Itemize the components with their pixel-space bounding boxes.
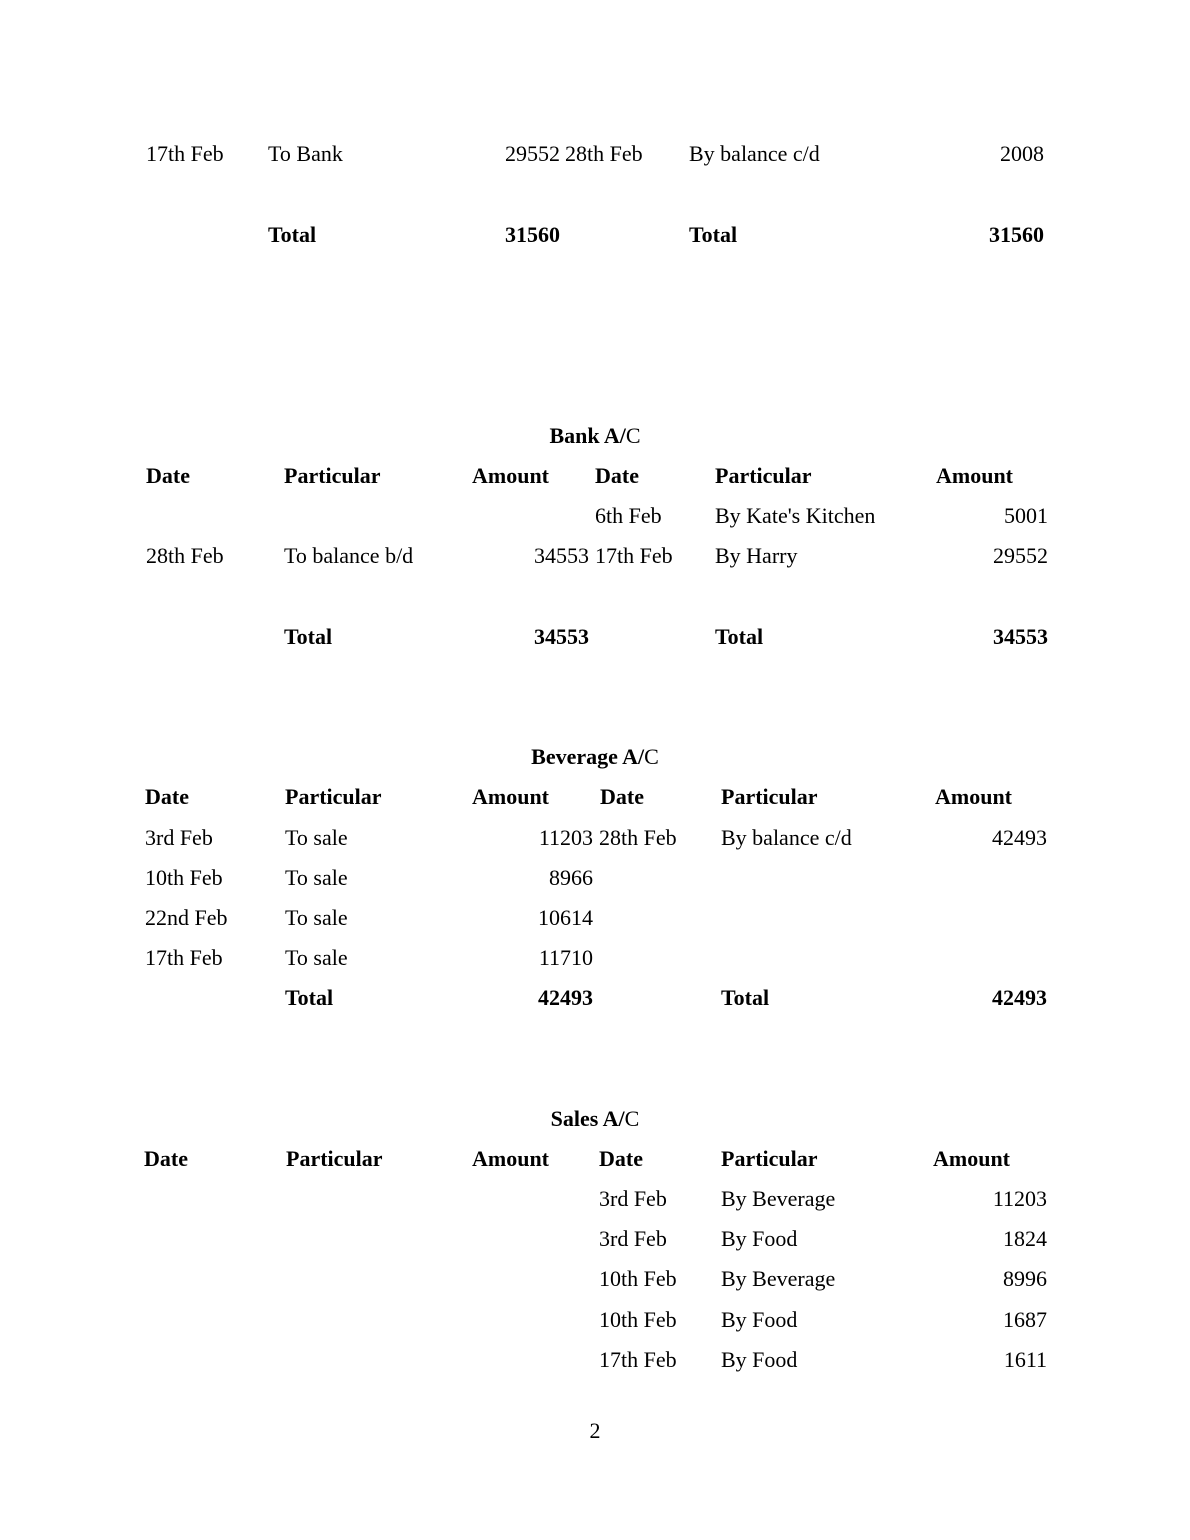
debit-total-label: Total bbox=[284, 624, 333, 649]
header-date: Date bbox=[144, 1146, 188, 1171]
header-particular: Particular bbox=[285, 784, 382, 809]
header-credit-amount: Amount bbox=[933, 1146, 1011, 1171]
credit-date: 28th Feb bbox=[565, 141, 643, 166]
credit-amount: 5001 bbox=[1004, 503, 1048, 528]
debit-date: 3rd Feb bbox=[145, 825, 213, 850]
debit-particular: To balance b/d bbox=[284, 543, 414, 568]
credit-total-label: Total bbox=[715, 624, 764, 649]
debit-amount: 8966 bbox=[549, 865, 593, 890]
debit-date: 17th Feb bbox=[145, 945, 223, 970]
bank-account-title: Bank A/C bbox=[549, 423, 641, 448]
credit-particular: By Harry bbox=[715, 543, 798, 568]
credit-date: 3rd Feb bbox=[599, 1226, 667, 1251]
header-credit-particular: Particular bbox=[721, 784, 818, 809]
credit-particular: By Beverage bbox=[721, 1266, 836, 1291]
credit-particular: By Kate's Kitchen bbox=[715, 503, 876, 528]
header-date: Date bbox=[145, 784, 189, 809]
sales-account-title: Sales A/C bbox=[550, 1106, 640, 1131]
debit-particular: To sale bbox=[285, 825, 348, 850]
debit-total-label: Total bbox=[268, 222, 317, 247]
debit-date: 28th Feb bbox=[146, 543, 224, 568]
header-credit-particular: Particular bbox=[715, 463, 812, 488]
credit-particular: By balance c/d bbox=[721, 825, 852, 850]
credit-date: 28th Feb bbox=[599, 825, 677, 850]
credit-total-label: Total bbox=[689, 222, 738, 247]
header-date: Date bbox=[146, 463, 190, 488]
credit-total-label: Total bbox=[721, 985, 770, 1010]
debit-amount: 11710 bbox=[538, 945, 593, 970]
header-credit-amount: Amount bbox=[935, 784, 1013, 809]
header-particular: Particular bbox=[284, 463, 381, 488]
credit-total-amount: 42493 bbox=[992, 985, 1047, 1010]
debit-amount: 34553 bbox=[534, 543, 589, 568]
credit-date: 3rd Feb bbox=[599, 1186, 667, 1211]
credit-particular: By Food bbox=[721, 1226, 798, 1251]
credit-date: 17th Feb bbox=[595, 543, 673, 568]
header-credit-amount: Amount bbox=[936, 463, 1014, 488]
debit-total-label: Total bbox=[285, 985, 334, 1010]
debit-amount: 29552 bbox=[505, 141, 560, 166]
debit-particular: To sale bbox=[285, 905, 348, 930]
header-credit-date: Date bbox=[600, 784, 644, 809]
debit-date: 10th Feb bbox=[145, 865, 223, 890]
header-amount: Amount bbox=[472, 463, 550, 488]
credit-amount: 1611 bbox=[1003, 1347, 1047, 1372]
header-credit-date: Date bbox=[599, 1146, 643, 1171]
header-particular: Particular bbox=[286, 1146, 383, 1171]
credit-total-amount: 34553 bbox=[993, 624, 1048, 649]
credit-amount: 1824 bbox=[1003, 1226, 1047, 1251]
header-credit-particular: Particular bbox=[721, 1146, 818, 1171]
header-credit-date: Date bbox=[595, 463, 639, 488]
credit-amount: 1687 bbox=[1003, 1307, 1047, 1332]
debit-amount: 11203 bbox=[538, 825, 593, 850]
debit-total-amount: 34553 bbox=[534, 624, 589, 649]
credit-amount: 2008 bbox=[1000, 141, 1044, 166]
debit-total-amount: 31560 bbox=[505, 222, 560, 247]
credit-total-amount: 31560 bbox=[989, 222, 1044, 247]
credit-amount: 8996 bbox=[1003, 1266, 1047, 1291]
page-number: 2 bbox=[589, 1418, 601, 1443]
debit-particular: To sale bbox=[285, 865, 348, 890]
credit-particular: By Food bbox=[721, 1347, 798, 1372]
credit-particular: By Beverage bbox=[721, 1186, 836, 1211]
credit-particular: By Food bbox=[721, 1307, 798, 1332]
debit-date: 22nd Feb bbox=[145, 905, 228, 930]
header-amount: Amount bbox=[472, 784, 550, 809]
credit-particular: By balance c/d bbox=[689, 141, 820, 166]
credit-date: 10th Feb bbox=[599, 1307, 677, 1332]
debit-total-amount: 42493 bbox=[538, 985, 593, 1010]
debit-date: 17th Feb bbox=[146, 141, 224, 166]
debit-particular: To sale bbox=[285, 945, 348, 970]
beverage-account-title: Beverage A/C bbox=[531, 744, 659, 769]
credit-date: 6th Feb bbox=[595, 503, 662, 528]
debit-amount: 10614 bbox=[538, 905, 593, 930]
credit-amount: 11203 bbox=[992, 1186, 1047, 1211]
credit-date: 17th Feb bbox=[599, 1347, 677, 1372]
credit-date: 10th Feb bbox=[599, 1266, 677, 1291]
credit-amount: 42493 bbox=[992, 825, 1047, 850]
header-amount: Amount bbox=[472, 1146, 550, 1171]
credit-amount: 29552 bbox=[993, 543, 1048, 568]
debit-particular: To Bank bbox=[268, 141, 343, 166]
